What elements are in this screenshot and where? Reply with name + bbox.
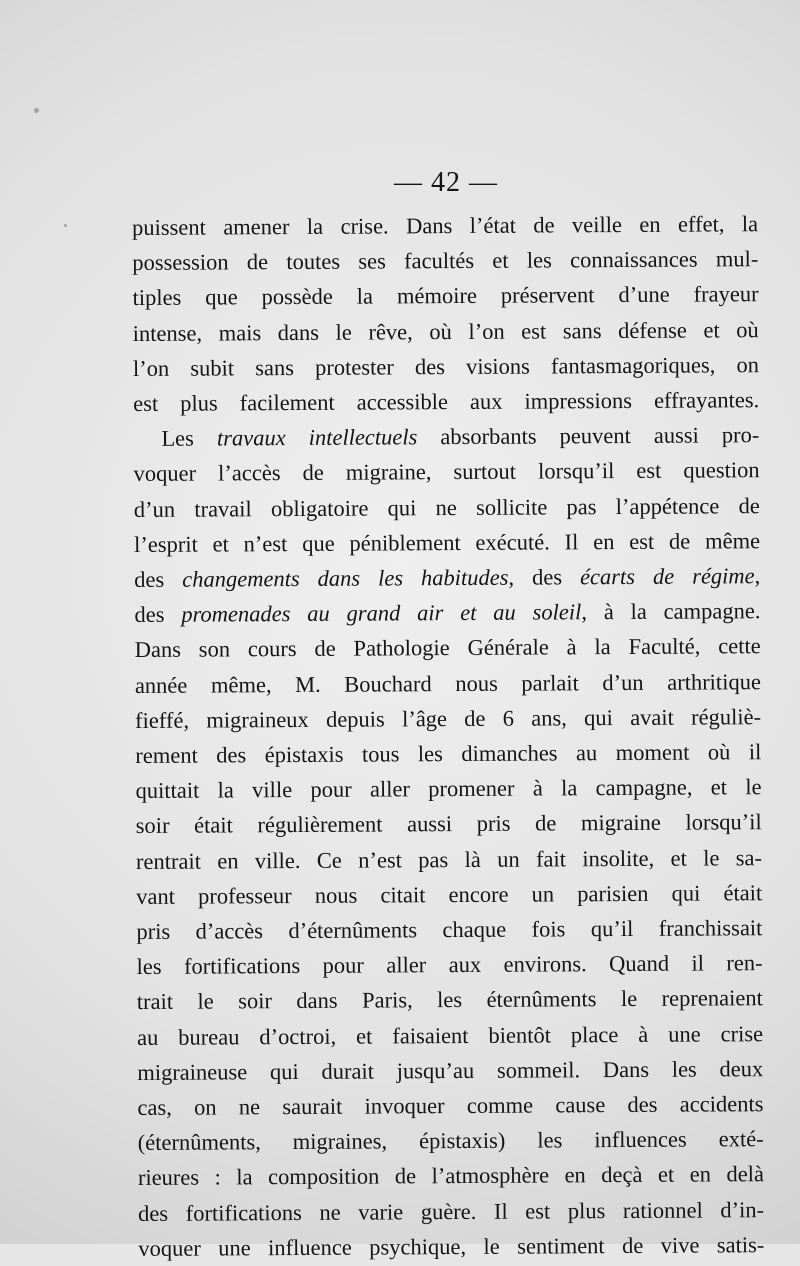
text-line: des fortifications ne varie guère. Il est plus rationnel d’in- bbox=[138, 1196, 765, 1226]
text-line: fieffé, migraineux depuis l’âge de 6 ans, qui avait réguliè- bbox=[135, 704, 762, 733]
text-line: d’un travail obligatoire qui ne sollicite pas l’appétence de bbox=[133, 492, 760, 522]
text-line: l’on subit sans protester des visions fantasmagoriques, on bbox=[132, 351, 760, 381]
text-line: (éternûments, migraines, épistaxis) les influences exté- bbox=[137, 1126, 764, 1156]
text-line: année même, M. Bouchard nous parlait d’un arthritique bbox=[134, 668, 761, 698]
text-line: trait le soir dans Paris, les éternûments le reprenaient bbox=[136, 985, 763, 1015]
text-line: migraineuse qui durait jusqu’au sommeil. Dans les deux bbox=[137, 1056, 764, 1085]
text-line: voquer une influence psychique, le sentiment de vive satis- bbox=[138, 1232, 765, 1261]
text-line: pris d’accès d’éternûments chaque fois qu’il franchissait bbox=[136, 915, 763, 945]
text-line: les fortifications pour aller aux environs. Quand il ren- bbox=[136, 950, 763, 980]
page-number: — 42 — bbox=[394, 167, 498, 198]
text-line: soir était régulièrement aussi pris de migraine lorsqu’il bbox=[135, 809, 762, 839]
text-line: puissent amener la crise. Dans l’état de veille en effet, la bbox=[132, 211, 759, 240]
body-text bbox=[132, 206, 764, 1266]
text-line: vant professeur nous citait encore un parisien qui était bbox=[136, 880, 763, 909]
text-line: possession de toutes ses facultés et les connaissances mul- bbox=[132, 246, 759, 276]
text-line: rentrait en ville. Ce n’est pas là un fait insolite, et le sa- bbox=[135, 844, 763, 874]
text-line: Dans son cours de Pathologie Générale à la Faculté, cette bbox=[134, 633, 761, 663]
text-line: cas, on ne saurait invoquer comme cause des accidents bbox=[137, 1091, 764, 1121]
text-line: au bureau d’octroi, et faisaient bientôt place à une crise bbox=[136, 1020, 764, 1050]
text-line: Les travaux intellectuels absorbants peuvent aussi pro- bbox=[161, 422, 760, 452]
paper-speck bbox=[34, 108, 39, 113]
text-line: l’esprit et n’est que péniblement exécuté. Il en est de même bbox=[133, 527, 761, 557]
text-line: rement des épistaxis tous les dimanches au moment où il bbox=[135, 739, 762, 769]
text-line: est plus facilement accessible aux impressions effrayantes. bbox=[133, 387, 760, 417]
text-line: des changements dans les habitudes, des écarts de régime, bbox=[134, 563, 761, 593]
text-line: voquer l’accès de migraine, surtout lorsqu’il est question bbox=[133, 457, 760, 487]
text-line: quittait la ville pour aller promener à la campagne, et le bbox=[135, 774, 762, 804]
text-line: tiples que possède la mémoire préservent d’une frayeur bbox=[132, 281, 759, 311]
text-line: des promenades au grand air et au soleil, à la campagne. bbox=[134, 598, 761, 628]
text-line: rieures : la composition de l’atmosphère en deçà et en delà bbox=[137, 1161, 764, 1191]
text-line: intense, mais dans le rêve, où l’on est sans défense et où bbox=[132, 316, 759, 346]
margin-mark bbox=[64, 224, 67, 227]
